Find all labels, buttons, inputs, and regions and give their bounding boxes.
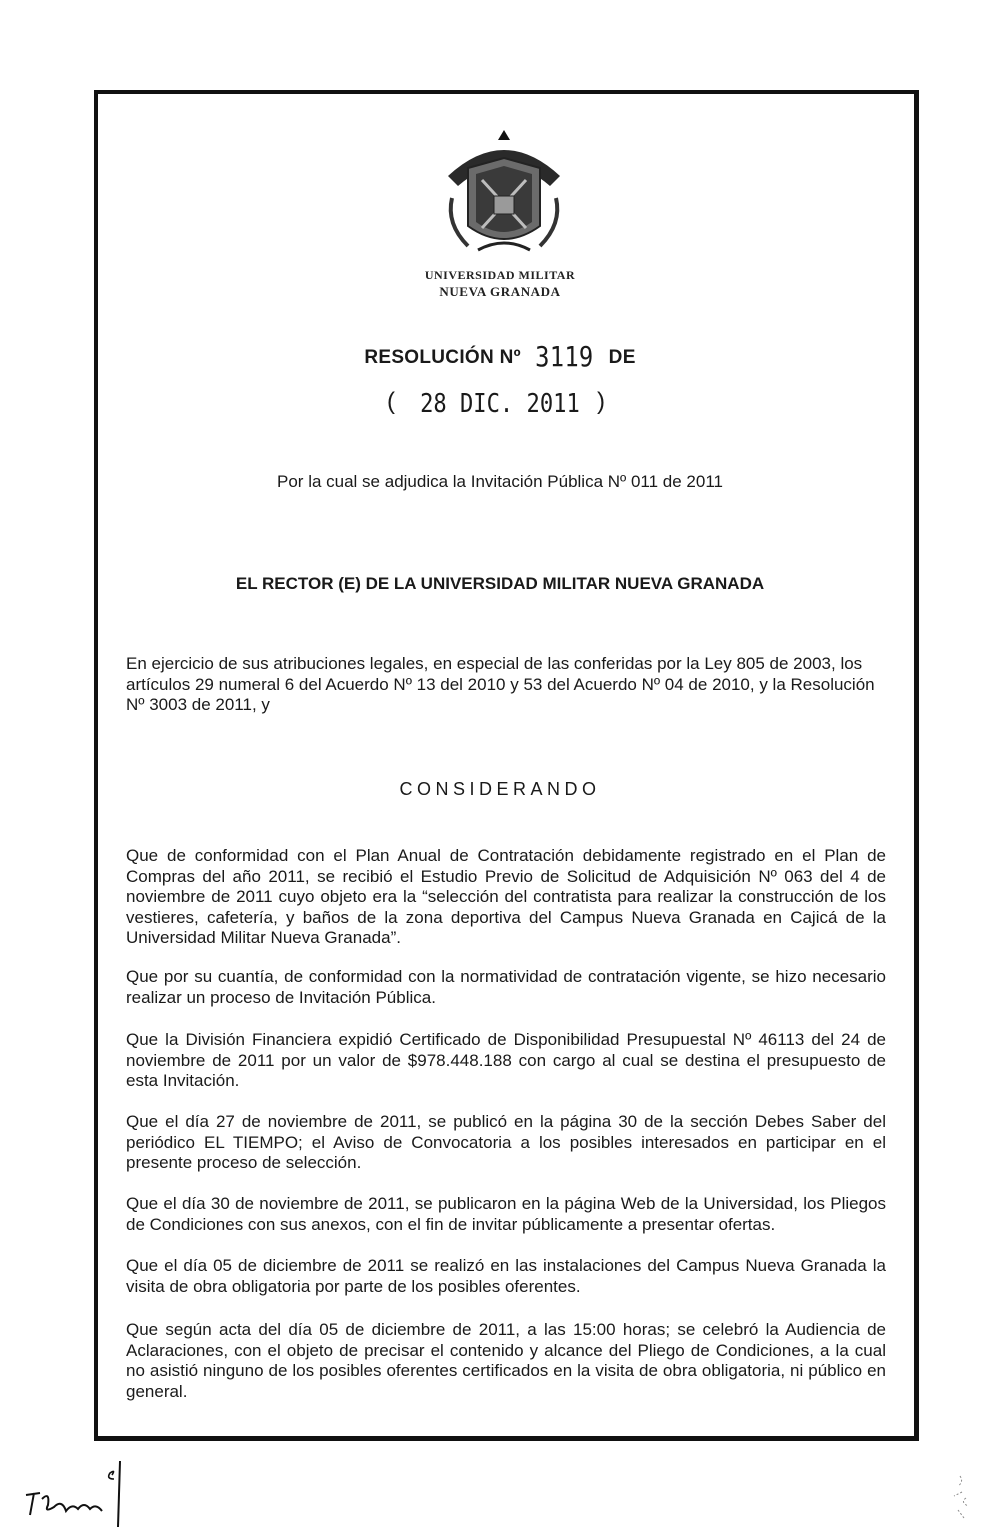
considerando-heading: CONSIDERANDO bbox=[399, 779, 601, 799]
considerando-paragraph: Que según acta del día 05 de diciembre de 2011, a las 15:00 horas; se celebró la Audiencia de Aclaraciones, con el objeto de precisar el contenido y alcance del Pliego de Condiciones, a la cual no asistió ninguno de los posibles oferentes certificados en la visita de obra obligatoria, ni público en general. bbox=[126, 1320, 886, 1401]
university-name-line2: NUEVA GRANADA bbox=[439, 284, 561, 299]
resolution-de: DE bbox=[608, 347, 636, 368]
considerando-paragraph: Que por su cuantía, de conformidad con la normatividad de contratación vigente, se hizo necesario realizar un proceso de Invitación Pública. bbox=[126, 967, 886, 1007]
scan-artifact-mark bbox=[940, 1472, 980, 1522]
considerando-paragraph: Que el día 27 de noviembre de 2011, se publicó en la página 30 de la sección Debes Saber del periódico EL TIEMPO; el Aviso de Convocatoria a los posibles interesados en participar en el presente proceso de selección. bbox=[126, 1112, 886, 1172]
considerando-paragraph: Que el día 05 de diciembre de 2011 se realizó en las instalaciones del Campus Nueva Granada la visita de obra obligatoria por parte de los posibles oferentes. bbox=[126, 1256, 886, 1296]
university-seal-icon bbox=[438, 128, 570, 260]
handwritten-initials-signature bbox=[20, 1455, 150, 1529]
resolution-date bbox=[387, 388, 627, 419]
issuer-heading: EL RECTOR (E) DE LA UNIVERSIDAD MILITAR NUEVA GRANADA bbox=[235, 574, 765, 593]
university-name-line1: UNIVERSIDAD MILITAR bbox=[424, 268, 576, 282]
resolution-number: 3119 bbox=[535, 340, 594, 373]
resolution-title bbox=[0, 340, 1000, 373]
date-stamp: 28 DIC. 2011 bbox=[419, 389, 580, 419]
considerando-paragraph: Que de conformidad con el Plan Anual de Contratación debidamente registrado en el Plan de Compras del año 2011, se recibió el Estudio Previo de Solicitud de Adquisición Nº 063 del 4 de noviembre de 2011 cuyo objeto era la “selección del contratista para realizar la construcción de los vestieres, cafetería, y baños de la zona deportiva del Campus Nueva Granada en Cajicá de la Universidad Militar Nueva Granada”. bbox=[126, 846, 886, 947]
date-open-paren: ( bbox=[387, 388, 395, 415]
resolution-label: RESOLUCIÓN Nº bbox=[364, 347, 521, 368]
considerando-paragraph: Que el día 30 de noviembre de 2011, se publicaron en la página Web de la Universidad, los Pliegos de Condiciones con sus anexos, con el fin de invitar públicamente a presentar ofertas. bbox=[126, 1194, 886, 1234]
resolution-subject: Por la cual se adjudica la Invitación Pública Nº 011 de 2011 bbox=[277, 472, 723, 491]
preamble-paragraph: En ejercicio de sus atribuciones legales, en especial de las conferidas por la Ley 805 de 2003, los artículos 29 numeral 6 del Acuerdo Nº 13 del 2010 y 53 del Acuerdo Nº 04 de 2010, y la Resolución Nº 3003 de 2011, y bbox=[126, 654, 875, 714]
considerando-paragraph: Que la División Financiera expidió Certificado de Disponibilidad Presupuestal Nº 46113 del 24 de noviembre de 2011 por un valor de $978.448.188 con cargo al cual se destina el presupuesto de esta Invitación. bbox=[126, 1030, 886, 1090]
date-close-paren: ) bbox=[597, 388, 605, 415]
